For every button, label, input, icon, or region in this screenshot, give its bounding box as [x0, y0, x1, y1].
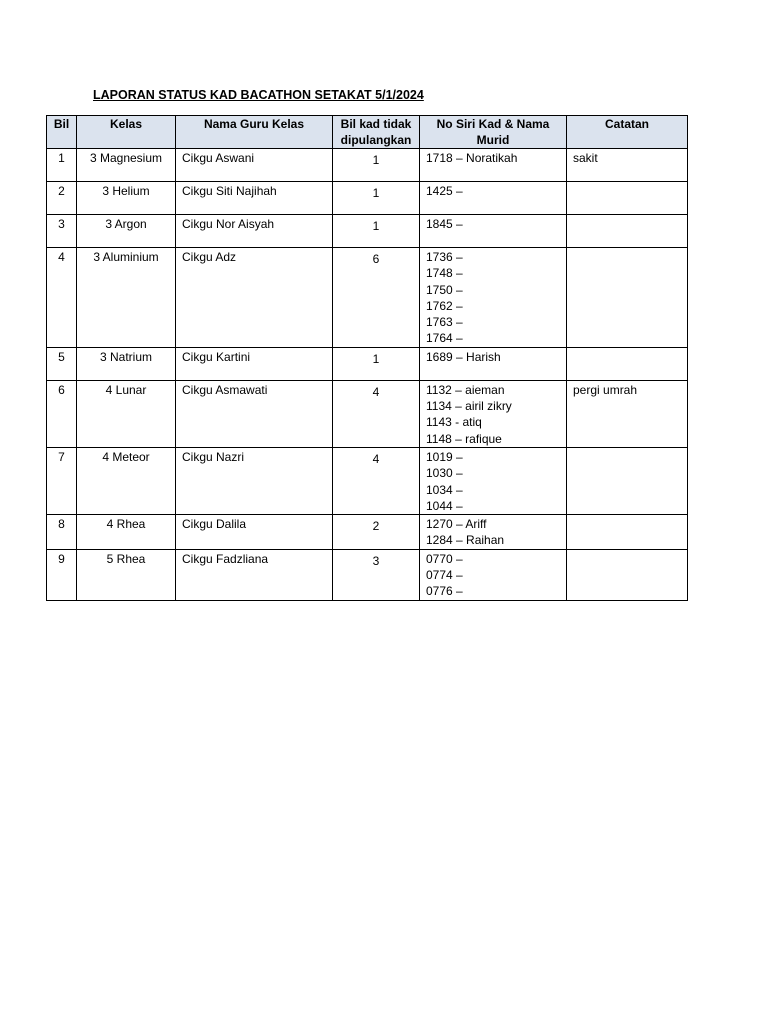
cell-nama-guru: Cikgu Aswani — [176, 149, 333, 182]
table-row — [47, 447, 688, 514]
cell-no-siri — [420, 549, 567, 600]
cell-no-siri — [420, 447, 567, 514]
cell-bil: 4 — [47, 248, 77, 348]
cell-catatan — [567, 515, 688, 550]
cell-bil: 8 — [47, 515, 77, 550]
siri-entry: 1736 – — [426, 250, 463, 264]
cell-bil-kad: 1 — [333, 182, 420, 215]
report-table — [46, 115, 688, 601]
cell-kelas: 3 Magnesium — [77, 149, 176, 182]
siri-entry: 1425 – — [426, 184, 463, 198]
table-row — [47, 149, 688, 182]
siri-entry: 1750 – — [426, 282, 463, 297]
siri-entry: 1148 – rafique — [426, 431, 502, 446]
cell-kelas: 3 Aluminium — [77, 248, 176, 348]
cell-kelas: 4 Lunar — [77, 380, 176, 447]
cell-catatan — [567, 215, 688, 248]
siri-entry: 1762 – — [426, 298, 463, 313]
cell-bil: 6 — [47, 380, 77, 447]
cell-catatan: sakit — [567, 149, 688, 182]
cell-nama-guru: Cikgu Nor Aisyah — [176, 215, 333, 248]
table-row — [47, 515, 688, 550]
cell-kelas: 4 Rhea — [77, 515, 176, 550]
header-nama-guru: Nama Guru Kelas — [176, 116, 333, 149]
cell-kelas: 4 Meteor — [77, 447, 176, 514]
header-catatan: Catatan — [567, 116, 688, 149]
cell-no-siri — [420, 248, 567, 348]
cell-bil: 9 — [47, 549, 77, 600]
siri-entry: 0774 – — [426, 568, 463, 583]
cell-no-siri — [420, 182, 567, 215]
cell-bil-kad: 1 — [333, 149, 420, 182]
cell-nama-guru: Cikgu Nazri — [176, 447, 333, 514]
header-row — [47, 116, 688, 149]
cell-catatan — [567, 347, 688, 380]
table-row — [47, 248, 688, 348]
cell-catatan: pergi umrah — [567, 380, 688, 447]
table-row — [47, 215, 688, 248]
siri-entry: 1044 – — [426, 498, 463, 513]
cell-no-siri — [420, 215, 567, 248]
cell-nama-guru: Cikgu Adz — [176, 248, 333, 348]
cell-bil: 1 — [47, 149, 77, 182]
siri-entry: 0776 – — [426, 584, 463, 599]
cell-catatan — [567, 182, 688, 215]
cell-catatan — [567, 248, 688, 348]
siri-entry: 1034 – — [426, 482, 463, 497]
table-row — [47, 347, 688, 380]
cell-kelas: 3 Helium — [77, 182, 176, 215]
siri-entry: 1134 – airil zikry — [426, 399, 512, 414]
siri-entry: 1748 – — [426, 266, 463, 281]
table-row — [47, 549, 688, 600]
table-row — [47, 182, 688, 215]
cell-bil: 7 — [47, 447, 77, 514]
report-title: LAPORAN STATUS KAD BACATHON SETAKAT 5/1/2024 — [93, 88, 424, 102]
siri-entry: 0770 – — [426, 551, 463, 566]
siri-entry: 1718 – Noratikah — [426, 151, 518, 165]
cell-no-siri — [420, 380, 567, 447]
table-row — [47, 380, 688, 447]
cell-no-siri — [420, 149, 567, 182]
siri-entry: 1132 – aieman — [426, 382, 505, 397]
cell-bil-kad: 1 — [333, 215, 420, 248]
cell-nama-guru: Cikgu Fadzliana — [176, 549, 333, 600]
siri-entry: 1284 – Raihan — [426, 533, 505, 548]
header-bil-kad: Bil kad tidak dipulangkan — [333, 116, 420, 149]
cell-catatan — [567, 447, 688, 514]
siri-entry: 1845 – — [426, 217, 463, 231]
header-kelas: Kelas — [77, 116, 176, 149]
cell-bil: 3 — [47, 215, 77, 248]
siri-entry: 1143 - atiq — [426, 415, 482, 430]
cell-bil-kad: 4 — [333, 380, 420, 447]
cell-nama-guru: Cikgu Dalila — [176, 515, 333, 550]
cell-bil-kad: 3 — [333, 549, 420, 600]
cell-bil-kad: 6 — [333, 248, 420, 348]
siri-entry: 1764 – — [426, 331, 463, 346]
cell-kelas: 3 Argon — [77, 215, 176, 248]
cell-bil-kad: 1 — [333, 347, 420, 380]
cell-no-siri — [420, 347, 567, 380]
cell-kelas: 3 Natrium — [77, 347, 176, 380]
cell-bil-kad: 2 — [333, 515, 420, 550]
header-bil: Bil — [47, 116, 77, 149]
header-no-siri: No Siri Kad & Nama Murid — [420, 116, 567, 149]
cell-bil-kad: 4 — [333, 447, 420, 514]
siri-entry: 1689 – Harish — [426, 349, 501, 364]
cell-catatan — [567, 549, 688, 600]
cell-nama-guru: Cikgu Asmawati — [176, 380, 333, 447]
cell-bil: 5 — [47, 347, 77, 380]
siri-entry: 1763 – — [426, 315, 463, 330]
cell-no-siri — [420, 515, 567, 550]
siri-entry: 1270 – Ariff — [426, 517, 487, 532]
cell-nama-guru: Cikgu Kartini — [176, 347, 333, 380]
cell-bil: 2 — [47, 182, 77, 215]
siri-entry: 1030 – — [426, 466, 463, 481]
siri-entry: 1019 – — [426, 449, 463, 464]
cell-nama-guru: Cikgu Siti Najihah — [176, 182, 333, 215]
cell-kelas: 5 Rhea — [77, 549, 176, 600]
